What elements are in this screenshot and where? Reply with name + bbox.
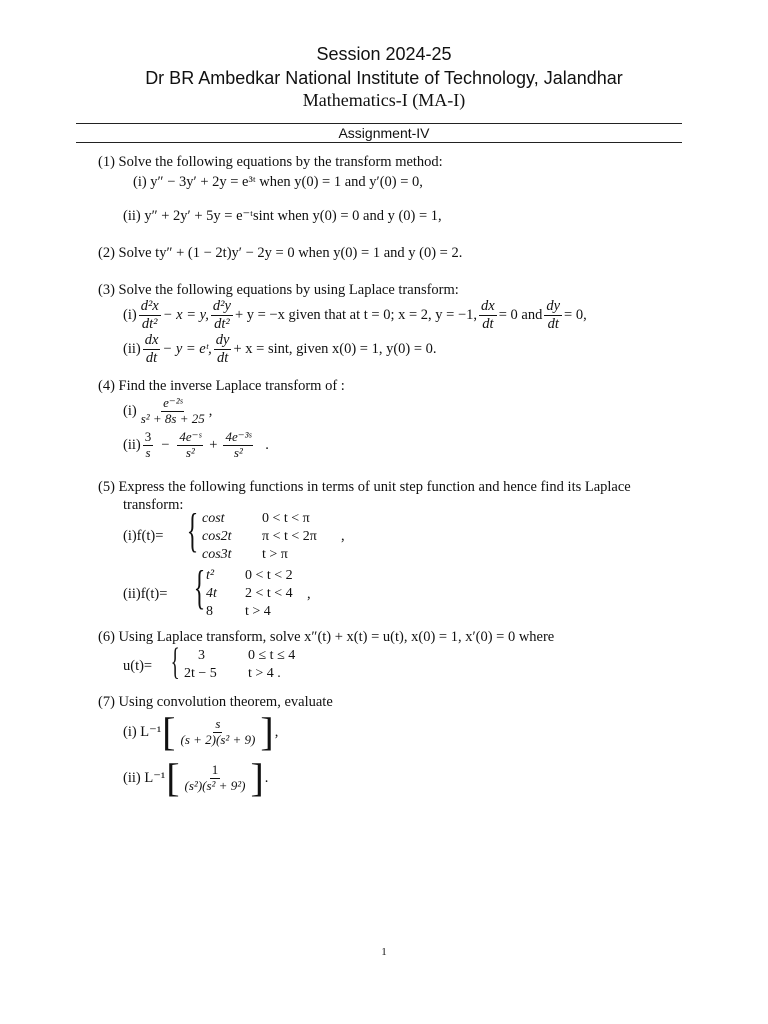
q5-ii-row3-cond: t > 4 (245, 604, 271, 619)
q6-brace: { (170, 641, 180, 683)
top-rule (76, 123, 682, 124)
q3-i-part3: = 0 and (498, 306, 543, 323)
q3-i-part1: − x = y, (162, 306, 209, 323)
session-line: Session 2024-25 (316, 44, 452, 64)
q5-i-row3-f: cos3t (202, 547, 232, 562)
q5-ii-row1-cond: 0 < t < 2 (245, 568, 293, 583)
q5-ii-row2-cond: 2 < t < 4 (245, 586, 293, 601)
q7-i-right-bracket: ] (260, 709, 274, 754)
q4-ii-minus: − (161, 436, 170, 453)
q3-ii-part2: + x = sint, given x(0) = 1, y(0) = 0. (233, 340, 437, 357)
q7-part-i (123, 709, 279, 754)
q5-i-row2-cond: π < t < 2π (262, 529, 317, 544)
q4-part-i (123, 396, 212, 427)
q7-i-tail: , (274, 723, 279, 740)
q7-i-label: (i) L⁻¹ (123, 723, 162, 740)
q4-i-tail: , (208, 402, 213, 419)
q1-stem: (1) Solve the following equations by the transform method: (98, 154, 443, 170)
q4-stem: (4) Find the inverse Laplace transform of : (98, 378, 345, 394)
q5-ii-row2-f: 4t (206, 586, 217, 601)
q3-i-part4: = 0, (564, 306, 587, 323)
q7-ii-left-bracket: [ (166, 755, 180, 800)
q3-ii-frac-dy: $\frac{dy}{dt}$ (215, 332, 230, 366)
q5-i-brace: { (186, 504, 199, 557)
q5-i-row1-f: cost (202, 511, 225, 526)
q3-i-label: (i) (123, 306, 137, 323)
q3-stem: (3) Solve the following equations by using Laplace transform: (98, 282, 459, 298)
bottom-rule (76, 142, 682, 143)
q6-row2-cond: t > 4 . (248, 666, 281, 681)
q7-part-ii (123, 755, 269, 800)
q3-part-i (123, 298, 587, 332)
q4-ii-frac1: $\frac{3}{s}$ (144, 429, 152, 460)
page-number: 1 (381, 946, 387, 958)
q6-label: u(t)= (123, 658, 153, 674)
q7-ii-tail: . (264, 769, 269, 786)
course-title: Mathematics-I (MA-I) (302, 90, 466, 110)
q7-i-left-bracket: [ (162, 709, 176, 754)
q3-ii-part1: − y = eᵗ, (162, 340, 212, 357)
q6-stem: (6) Using Laplace transform, solve x″(t) + x(t) = u(t), x(0) = 1, x′(0) = 0 where (98, 629, 555, 645)
q4-ii-plus: + (209, 436, 218, 453)
q5-i-label: (i)f(t)= (123, 528, 164, 544)
q5-i-row2-f: cos2t (202, 529, 232, 544)
q7-i-frac: $\frac{s}{\text{(s + 2)(s² + 9)}}$ (180, 715, 256, 747)
q3-i-frac-dx: $\frac{dx}{dt}$ (481, 298, 495, 332)
q5-ii-tail: , (307, 586, 311, 602)
q7-ii-frac: $\frac{1}{\text{(s²)(s² + 9²)}}$ (184, 761, 246, 793)
q4-i-frac: $\frac{\text{e⁻²ˢ}}{\text{s² + 8s + 25}}$ (140, 395, 205, 426)
q4-ii-frac2: $\frac{\text{4e⁻ˢ}}{\text{s²}}$ (179, 429, 202, 460)
q3-i-frac-dy: $\frac{dy}{dt}$ (546, 298, 561, 332)
q3-part-ii (123, 332, 437, 366)
institute-name: Dr BR Ambedkar National Institute of Technology, Jalandhar (145, 68, 623, 88)
q1-part-i: (i) y″ − 3y′ + 2y = e³ᵗ when y(0) = 1 and y′(0) = 0, (133, 174, 423, 190)
q4-ii-frac3: $\frac{\text{4e⁻³ˢ}}{\text{s²}}$ (225, 429, 252, 460)
q6-row1-f: 3 (198, 648, 205, 663)
q4-ii-label: (ii) (123, 436, 141, 453)
q1-part-ii: (ii) y″ + 2y′ + 5y = e⁻ᵗsint when y(0) = 0 and y (0) = 1, (123, 208, 442, 224)
q4-ii-tail: . (265, 436, 269, 453)
q5-ii-label: (ii)f(t)= (123, 586, 168, 602)
q7-stem: (7) Using convolution theorem, evaluate (98, 694, 333, 710)
q3-i-part2: + y = −x given that at t = 0; x = 2, y = −1, (234, 306, 478, 323)
q3-ii-frac-dx: $\frac{dx}{dt}$ (144, 332, 159, 366)
q3-ii-label: (ii) (123, 340, 141, 357)
q6-row1-cond: 0 ≤ t ≤ 4 (248, 648, 296, 663)
q5-stem-line1: (5) Express the following functions in terms of unit step function and hence find its Laplace (98, 479, 631, 495)
q7-ii-label: (ii) L⁻¹ (123, 769, 166, 786)
q5-ii-brace: { (193, 561, 206, 614)
q6-row2-f: 2t − 5 (184, 666, 217, 681)
q5-i-row1-cond: 0 < t < π (262, 511, 310, 526)
q3-i-frac-d2y: $\frac{\text{d²y}}{\text{dt²}}$ (212, 298, 231, 332)
q5-i-tail: , (341, 528, 345, 544)
q5-ii-row3-f: 8 (206, 604, 213, 619)
assignment-title: Assignment-IV (338, 125, 430, 141)
q5-ii-row1-f: t² (206, 568, 215, 583)
q5-i-row3-cond: t > π (262, 547, 288, 562)
q2-stem: (2) Solve ty″ + (1 − 2t)y′ − 2y = 0 when y(0) = 1 and y (0) = 2. (98, 245, 463, 261)
q7-ii-right-bracket: ] (250, 755, 264, 800)
q4-part-ii (123, 430, 269, 461)
q4-i-label: (i) (123, 402, 137, 419)
q3-i-frac-d2x: $\frac{\text{d²x}}{\text{dt²}}$ (140, 298, 159, 332)
q5-stem-line2: transform: (123, 497, 184, 513)
